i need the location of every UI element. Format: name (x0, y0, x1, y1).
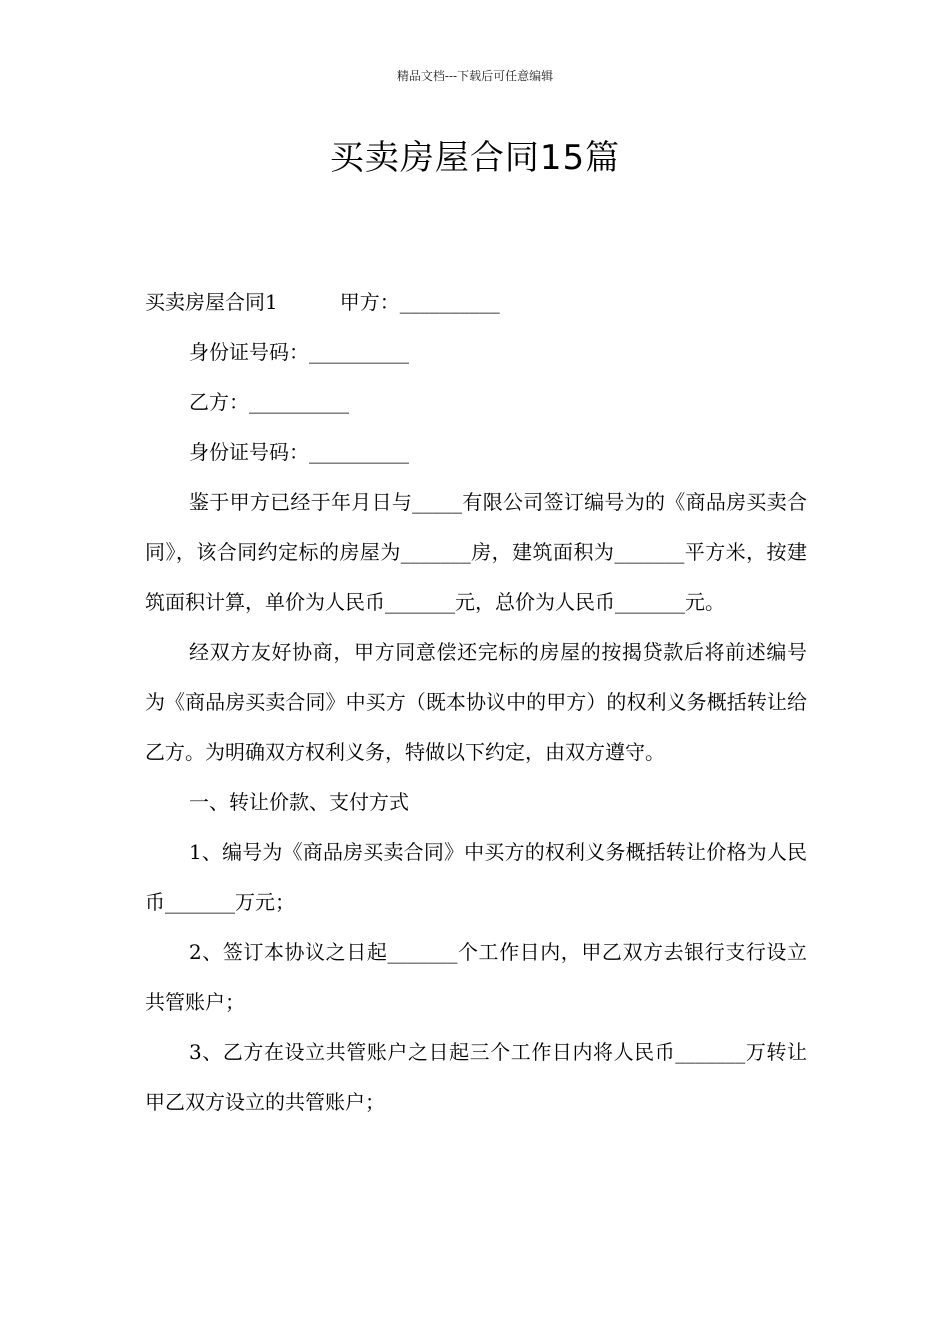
paragraph-agreement: 经双方友好协商，甲方同意偿还完标的房屋的按揭贷款后将前述编号为《商品房买卖合同》中买方（既本协议中的甲方）的权利义务概括转让给乙方。为明确双方权利义务，特做以下约定，由双方遵守。 (145, 640, 807, 764)
party-b-line: 乙方：__________ (189, 390, 349, 414)
party-a-id-line: 身份证号码：__________ (189, 340, 409, 364)
document-title: 买卖房屋合同15篇 (329, 138, 621, 178)
party-b-id-line: 身份证号码：__________ (189, 440, 409, 464)
contract-body (145, 277, 807, 1127)
section-heading-payment: 一、转让价款、支付方式 (189, 790, 409, 814)
header-note: 精品文档---下载后可任意编辑 (396, 69, 554, 83)
clause-1: 1、编号为《商品房买卖合同》中买方的权利义务概括转让价格为人民币_______万元； (145, 840, 807, 914)
paragraph-recital: 鉴于甲方已经于年月日与_____有限公司签订编号为的《商品房买卖合同》，该合同约定标的房屋为_______房，建筑面积为_______平方米，按建筑面积计算，单价为人民币_______元，总价为人民币_______元。 (145, 490, 807, 614)
contract-label: 买卖房屋合同1 (145, 290, 278, 314)
contract-first-line (145, 277, 807, 327)
party-a-line: 甲方：__________ (339, 290, 500, 314)
clause-2: 2、签订本协议之日起_______个工作日内，甲乙双方去银行支行设立共管账户； (145, 940, 807, 1014)
clause-3: 3、乙方在设立共管账户之日起三个工作日内将人民币_______万转让甲乙双方设立的共管账户； (145, 1040, 807, 1114)
